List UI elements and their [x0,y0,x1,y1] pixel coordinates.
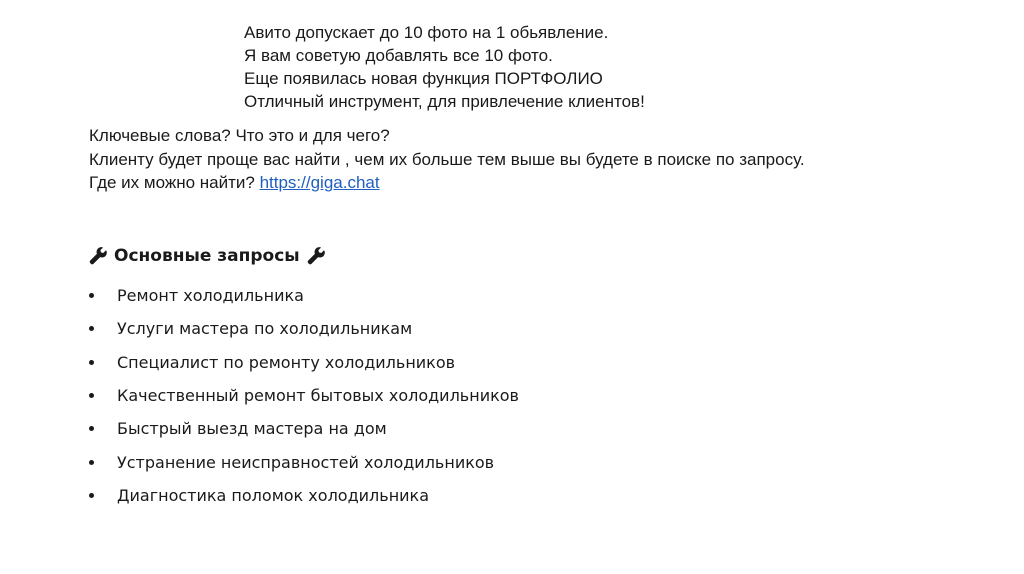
keywords-where-prefix: Где их можно найти? [89,173,260,192]
query-text: Диагностика поломок холодильника [117,485,430,505]
keywords-question: Ключевые слова? Что это и для чего? [89,126,390,145]
list-item [88,445,519,478]
list-item [88,279,519,312]
keywords-where [89,171,805,195]
list-item [88,412,519,445]
wrench-icon [88,246,108,266]
query-text: Качественный ремонт бытовых холодильников [117,386,519,406]
queries-heading [88,244,326,268]
query-text: Устранение неисправностей холодильников [117,452,495,472]
keywords-block [89,124,805,195]
list-item [88,312,519,345]
queries-heading-text: Основные запросы [114,246,300,266]
intro-line: Еще появилась новая функция ПОРТФОЛИО [244,69,603,88]
queries-list [88,279,519,512]
query-text: Быстрый выезд мастера на дом [117,419,387,439]
bullet-icon [89,393,94,398]
list-item [88,379,519,412]
bullet-icon [89,426,94,431]
wrench-icon [306,246,326,266]
intro-line: Я вам советую добавлять все 10 фото. [244,46,553,65]
list-item [88,346,519,379]
giga-chat-link[interactable]: https://giga.chat [259,173,380,192]
bullet-icon [89,460,94,465]
intro-line: Авито допускает до 10 фото на 1 обьявление. [244,23,609,42]
bullet-icon [89,326,94,331]
bullet-icon [89,293,94,298]
keywords-explanation: Клиенту будет проще вас найти , чем их больше тем выше вы будете в поиске по запросу. [89,149,805,169]
query-text: Ремонт холодильника [117,286,304,306]
query-text: Услуги мастера по холодильникам [117,319,413,339]
intro-block [244,21,645,113]
query-text: Специалист по ремонту холодильников [117,352,456,372]
bullet-icon [89,493,94,498]
intro-line: Отличный инструмент, для привлечение клиентов! [244,92,645,111]
list-item [88,479,519,512]
bullet-icon [89,360,94,365]
